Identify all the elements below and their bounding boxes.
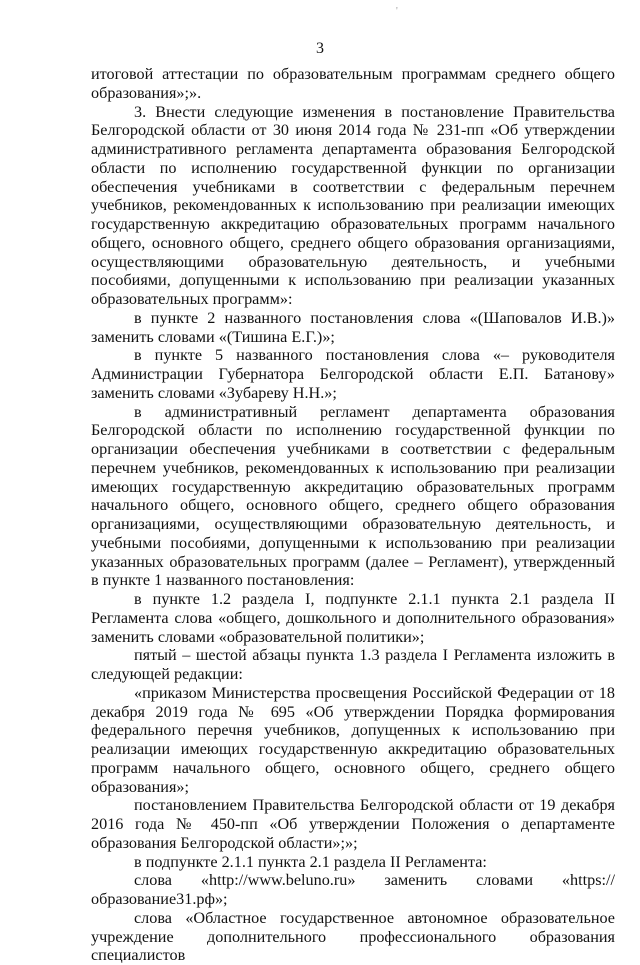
paragraph-url-change: слова «http://www.beluno.ru» заменить словами «https://образование31.рф»; xyxy=(91,871,615,908)
paragraph-institution-name: слова «Областное государственное автономное образовательное учреждение дополнительного профессионального образования специалистов xyxy=(91,908,615,965)
paragraph-section-1-2-change: в пункте 1.2 раздела I, подпункте 2.1.1 пункта 2.1 раздела II Регламента слова «общего, дошкольного и дополнительного образования» заменить словами «образовательной политики»; xyxy=(91,590,615,646)
paragraph-item-3: 3. Внести следующие изменения в постановление Правительства Белгородской области от 30 июня 2014 года № 231-пп «Об утверждении административного регламента департамента образования Белгородской области по исполнению государственной функции по организации обеспечения учебниками в соответствии с федеральным перечнем учебников, рекомендованных к использованию при реализации имеющих государственную аккредитацию образовательных программ начального общего, основного общего, среднего общего образования организациями, осуществляющими образовательную деятельность, и учебными пособиями, допущенными к использованию при реализации указанных образовательных программ»: xyxy=(91,102,615,308)
paragraph-ministry-order: «приказом Министерства просвещения Российской Федерации от 18 декабря 2019 года № 695 «Об утверждении Порядка формирования федерального перечня учебников, допущенных к использованию при реализации имеющих государственную аккредитацию образовательных программ начального общего, основного общего, среднего общего образования»; xyxy=(91,683,615,796)
paragraph-regulation-intro: в административный регламент департамента образования Белгородской области по исполнению государственной функции по организации обеспечения учебниками в соответствии с федеральным перечнем учебников, рекомендованных к использованию при реализации имеющих государственную аккредитацию образовательных программ начального общего, основного общего, среднего общего образования организациями, осуществляющими образовательную деятельность, и учебными пособиями, допущенными к использованию при реализации указанных образовательных программ (далее – Регламент), утвержденный в пункте 1 названного постановления: xyxy=(91,402,615,590)
page-number: 3 xyxy=(316,40,324,57)
paragraph-section-1-3-intro: пятый – шестой абзацы пункта 1.3 раздела I Регламента изложить в следующей редакции: xyxy=(91,646,615,683)
paragraph-point-5-change: в пункте 5 названного постановления слова «– руководителя Администрации Губернатора Белгородской области Е.П. Батанову» заменить словами «Зубареву Н.Н.»; xyxy=(91,346,615,402)
scan-edge-mark: ' xyxy=(396,6,398,17)
document-body xyxy=(91,65,615,965)
paragraph-continuation: итоговой аттестации по образовательным программам среднего общего образования»;». xyxy=(91,65,615,102)
paragraph-subpoint-2-1-1: в подпункте 2.1.1 пункта 2.1 раздела II Регламента: xyxy=(134,852,487,871)
paragraph-point-2-change: в пункте 2 названного постановления слова «(Шаповалов И.В.)» заменить словами «(Тишина Е.Г.)»; xyxy=(91,308,615,346)
paragraph-government-resolution: постановлением Правительства Белгородской области от 19 декабря 2016 года № 450-пп «Об утверждении Положения о департаменте образования Белгородской области»;»; xyxy=(91,796,615,852)
